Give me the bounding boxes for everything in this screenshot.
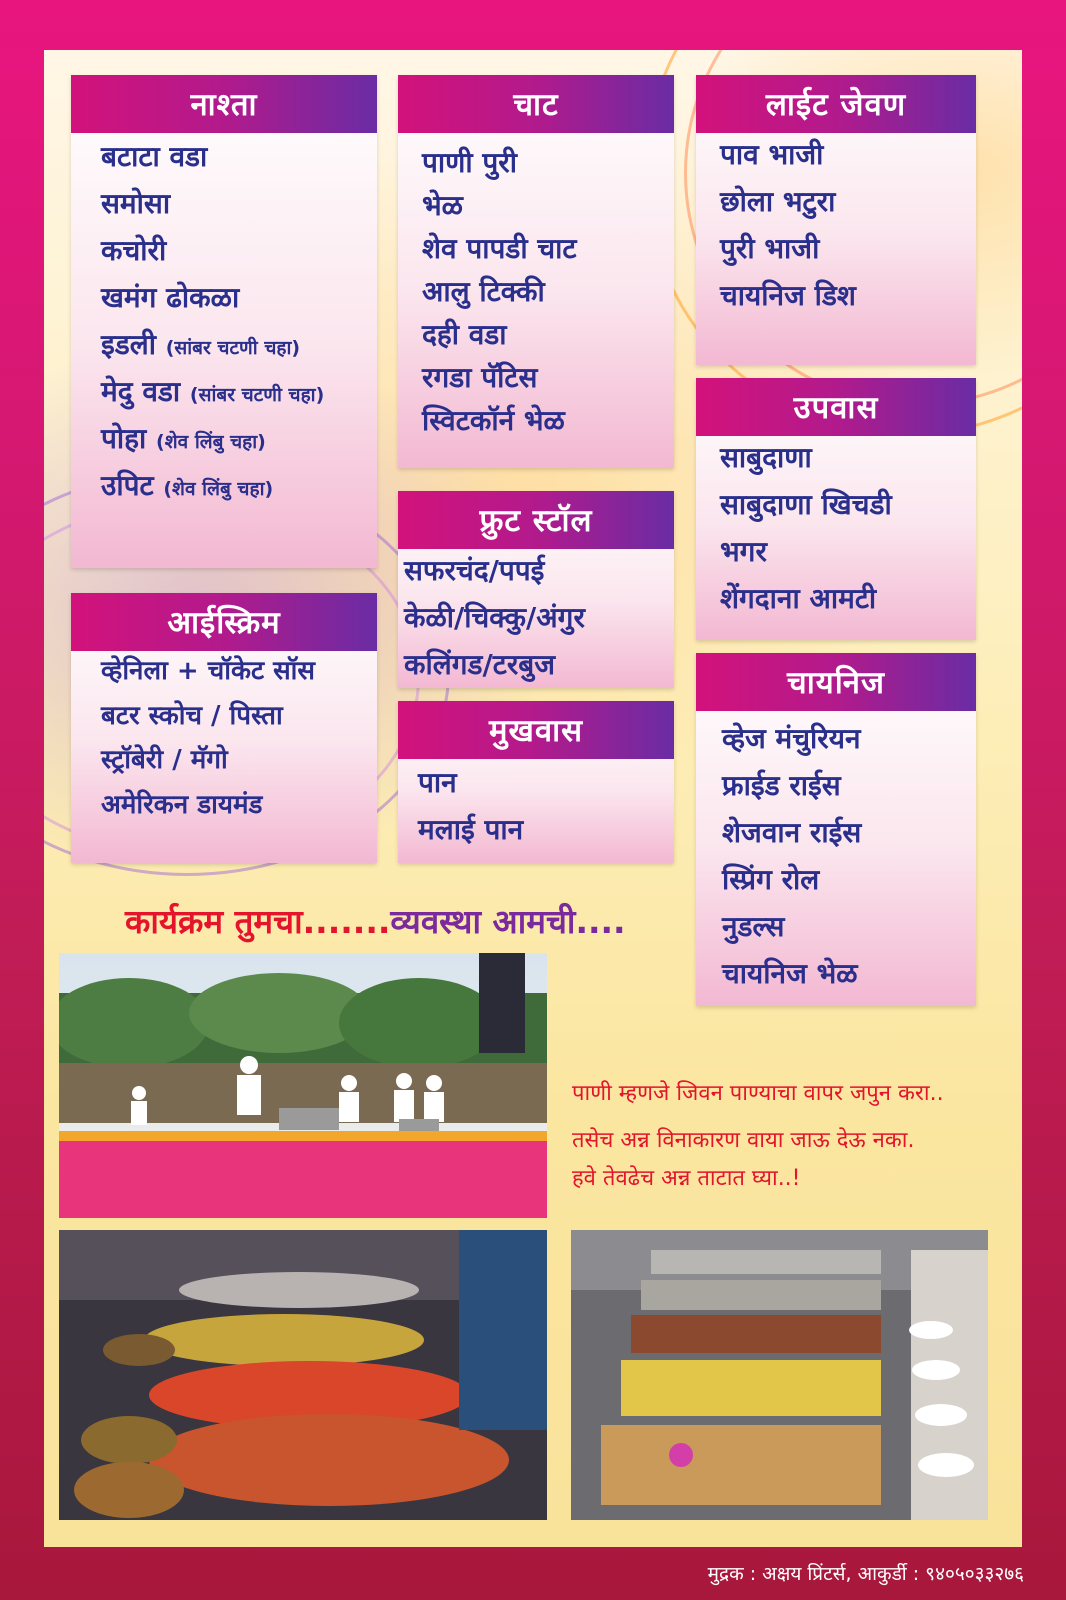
menu-card-fruit-stall [398, 491, 674, 688]
menu-card-icecream [71, 593, 377, 863]
chafing-dish-illustration [571, 1230, 988, 1520]
menu-item: पान [418, 766, 457, 799]
message-line: पाणी म्हणजे जिवन पाण्याचा वापर जपुन करा.. [572, 1081, 944, 1106]
tagline-part2: व्यवस्था आमची.... [390, 902, 626, 941]
curry-buffet-illustration [59, 1230, 547, 1520]
menu-item: भेळ [422, 189, 463, 222]
menu-item-list [696, 436, 976, 616]
tagline-part1: कार्यक्रम तुमचा....... [125, 902, 391, 941]
menu-item-name: इडली [101, 328, 156, 361]
catering-staff-photo [59, 953, 547, 1218]
menu-card-title: मुखवास [398, 701, 674, 759]
menu-item: पुरी भाजी [720, 232, 820, 265]
menu-card-title: चायनिज [696, 653, 976, 711]
menu-item [101, 374, 377, 409]
menu-item-note: (शेव लिंबु चहा) [156, 431, 266, 453]
menu-card-title: फ्रुट स्टॉल [398, 491, 674, 549]
menu-item: शेजवान राईस [722, 816, 862, 849]
menu-item: सफरचंद/पपई [404, 554, 545, 587]
menu-item [101, 421, 377, 456]
menu-item: मलाई पान [418, 813, 524, 846]
menu-item: व्हेज मंचुरियन [722, 722, 861, 755]
menu-item: शेव पापडी चाट [422, 232, 577, 265]
menu-sheet [44, 50, 1022, 1547]
menu-item-list [696, 133, 976, 313]
menu-card-upvas [696, 378, 976, 640]
printer-credit: मुद्रक : अक्षय प्रिंटर्स, आकुर्डी : ९४०५०३३२७६ [707, 1563, 1024, 1585]
menu-item: शेंगदाना आमटी [720, 582, 877, 615]
chafing-dish-buffet-photo [571, 1230, 988, 1520]
menu-item: केळी/चिक्कु/अंगुर [404, 601, 585, 634]
menu-item-list [398, 133, 674, 438]
menu-item: चायनिज डिश [720, 279, 856, 312]
menu-item: अमेरिकन डायमंड [101, 789, 263, 820]
menu-item: चायनिज भेळ [722, 957, 858, 990]
menu-card-title: नाश्ता [71, 75, 377, 133]
menu-item-list [696, 711, 976, 991]
menu-card-chinese [696, 653, 976, 1006]
menu-card-nashta [71, 75, 377, 568]
menu-card-light-jevan [696, 75, 976, 365]
menu-item: बटाटा वडा [101, 140, 208, 173]
catering-staff-illustration [59, 953, 547, 1218]
menu-card-title: आईस्क्रिम [71, 593, 377, 651]
menu-card-title: उपवास [696, 378, 976, 436]
tagline [125, 898, 626, 943]
menu-item: भगर [720, 535, 767, 568]
menu-item-note: (सांबर चटणी चहा) [165, 337, 301, 359]
menu-item: व्हेनिला + चॉकेट सॉस [101, 656, 315, 686]
menu-item: पाव भाजी [720, 138, 824, 171]
menu-item-name: उपिट [101, 469, 154, 502]
menu-item: कचोरी [101, 234, 167, 267]
menu-item: पाणी पुरी [422, 146, 518, 179]
menu-item [101, 327, 377, 362]
menu-card-mukhwas [398, 701, 674, 863]
menu-item: स्ट्रॉबेरी / मॅगो [101, 745, 228, 775]
menu-item: बटर स्कोच / पिस्ता [101, 700, 283, 731]
water-food-message [572, 1075, 992, 1199]
menu-card-title: लाईट जेवण [696, 75, 976, 133]
menu-item: समोसा [101, 187, 171, 220]
menu-item-list [71, 133, 377, 503]
menu-item-list [398, 759, 674, 847]
menu-item: स्प्रिंग रोल [722, 863, 820, 896]
menu-card-chaat [398, 75, 674, 468]
menu-item-list [71, 651, 377, 821]
menu-item-name: पोहा [101, 422, 147, 455]
curry-buffet-photo [59, 1230, 547, 1520]
menu-item: रगडा पॅटिस [422, 361, 538, 394]
menu-item [101, 468, 377, 503]
menu-item: साबुदाणा [720, 441, 812, 474]
menu-item-list [398, 549, 674, 682]
menu-item-note: (सांबर चटणी चहा) [189, 384, 325, 406]
menu-item: आलु टिक्की [422, 275, 545, 308]
message-line: हवे तेवढेच अन्न ताटात घ्या..! [572, 1166, 801, 1191]
menu-item: दही वडा [422, 318, 507, 351]
menu-item: नुडल्स [722, 910, 785, 943]
menu-item-name: मेदु वडा [101, 375, 181, 408]
menu-item: फ्राईड राईस [722, 769, 841, 802]
message-line: तसेच अन्न विनाकारण वाया जाऊ देऊ नका. [572, 1127, 915, 1153]
menu-item: स्विटकॉर्न भेळ [422, 404, 565, 437]
menu-item: खमंग ढोकळा [101, 281, 240, 314]
menu-card-title: चाट [398, 75, 674, 133]
menu-item: साबुदाणा खिचडी [720, 488, 892, 521]
menu-item: छोला भटुरा [720, 185, 836, 218]
menu-item-note: (शेव लिंबु चहा) [163, 478, 274, 500]
menu-item: कलिंगड/टरबुज [404, 648, 556, 681]
